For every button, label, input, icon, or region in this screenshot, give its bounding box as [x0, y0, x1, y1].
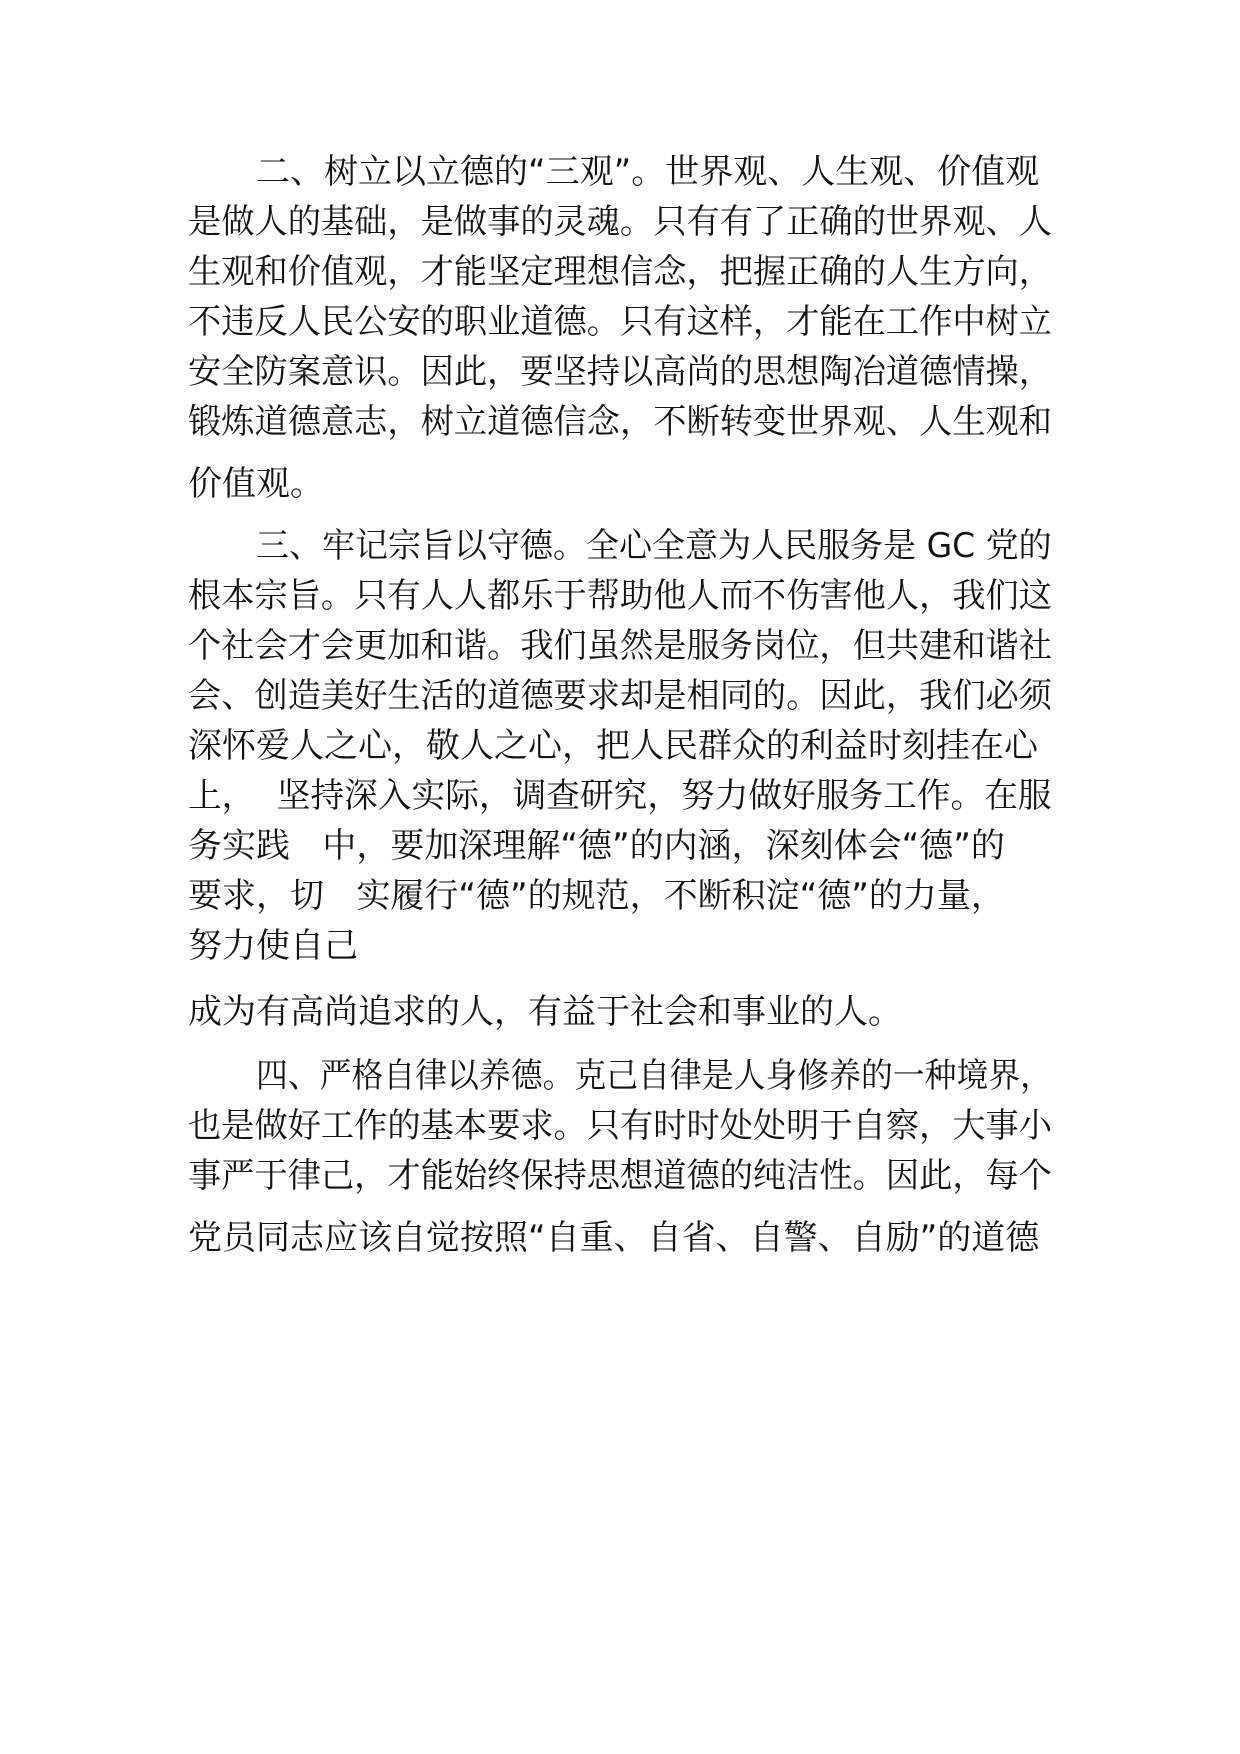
paragraph-3-line-2: 根本宗旨。只有人人都乐于帮助他人而不伤害他人，我们这: [188, 576, 1053, 616]
paragraph-2-line-6: 锻炼道德意志，树立道德信念，不断转变世界观、人生观和: [188, 402, 1053, 442]
paragraph-3-line-5: 深怀爱人之心，敬人之心，把人民群众的利益时刻挂在心: [188, 726, 1038, 766]
paragraph-4-line-3: 事严于律己，才能始终保持思想道德的纯洁性。因此，每个: [188, 1156, 1053, 1196]
paragraph-2-line-3: 生观和价值观，才能坚定理想信念，把握正确的人生方向，: [188, 252, 1053, 292]
paragraph-3-line-7: 务实践 中，要加深理解“德”的内涵，深刻体会“德”的: [188, 826, 1005, 866]
paragraph-4-line-4: 党员同志应该自觉按照“自重、自省、自警、自励”的道德: [188, 1218, 1040, 1258]
paragraph-3-line-8: 要求，切 实履行“德”的规范，不断积淀“德”的力量，: [188, 876, 1005, 916]
paragraph-3-line-9: 努力使自己: [188, 926, 358, 966]
paragraph-3-line-1: 三、牢记宗旨以守德。全心全意为人民服务是 GC 党的: [256, 526, 1052, 566]
paragraph-2-line-7: 价值观。: [188, 464, 324, 504]
paragraph-3-line-6: 上， 坚持深入实际，调查研究，努力做好服务工作。在服: [188, 776, 1052, 816]
paragraph-3-line-4: 会、创造美好生活的道德要求却是相同的。因此，我们必须: [188, 676, 1053, 716]
paragraph-2-line-4: 不违反人民公安的职业道德。只有这样，才能在工作中树立: [188, 302, 1053, 342]
paragraph-4-line-1: 四、严格自律以养德。克己自律是人身修养的一种境界，: [256, 1056, 1053, 1096]
paragraph-2-line-5: 安全防案意识。因此，要坚持以高尚的思想陶冶道德情操，: [188, 352, 1053, 392]
paragraph-2-line-1: 二、树立以立德的“三观”。世界观、人生观、价值观: [256, 152, 1040, 192]
paragraph-3-line-10: 成为有高尚追求的人，有益于社会和事业的人。: [188, 992, 902, 1032]
paragraph-4-line-2: 也是做好工作的基本要求。只有时时处处明于自察，大事小: [188, 1106, 1053, 1146]
paragraph-2-line-2: 是做人的基础，是做事的灵魂。只有有了正确的世界观、人: [188, 202, 1053, 242]
paragraph-3-line-3: 个社会才会更加和谐。我们虽然是服务岗位，但共建和谐社: [188, 626, 1053, 666]
